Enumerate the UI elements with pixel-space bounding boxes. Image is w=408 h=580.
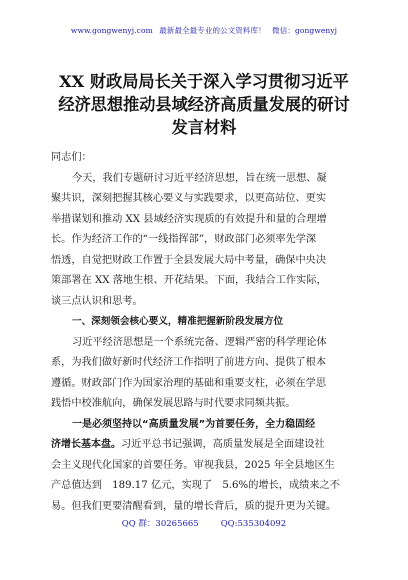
intro-line: 长。作为经济工作的“一线指挥部”，财政部门必须率先学深 bbox=[51, 234, 317, 245]
title-line: 发言材料 bbox=[171, 118, 237, 137]
point-one-line: 产总值达到 189.17 亿元，实现了 5.6%的增长，成绩来之不 bbox=[51, 480, 340, 491]
intro-line: 今天，我们专题研讨习近平经济思想，旨在统一思想、凝 bbox=[72, 172, 327, 184]
page-footer bbox=[0, 517, 408, 529]
intro-line: 谈三点认识和思考。 bbox=[51, 295, 143, 307]
intro-line: 策部署在 XX 落地生根、开花结果。下面，我结合工作实际， bbox=[51, 275, 327, 286]
intro-line: 悟透，自觉把财政工作置于全县发展大局中考量，确保中央决 bbox=[51, 254, 327, 266]
section-line: 遵循。财政部门作为国家治理的基础和重要支柱，必须在学思 bbox=[51, 377, 327, 389]
section-line: 践悟中校准航向，确保发展思路与时代要求同频共振。 bbox=[51, 398, 296, 409]
title-line: XX 财政局局长关于深入学习贯彻习近平 bbox=[59, 72, 349, 91]
footer-qq-group: QQ 群：30265665 bbox=[121, 519, 199, 529]
point-one-lead-end: 济增长基本盘。 bbox=[51, 439, 121, 450]
point-one-lead: 一是必须坚持以“高质量发展”为首要任务，全力稳固经 bbox=[72, 418, 316, 430]
header-tagline: 最新最全最专业的公文资料库！ bbox=[159, 26, 266, 35]
title-line: 经济思想推动县域经济高质量发展的研讨 bbox=[58, 95, 350, 114]
header-wechat: 微信：gongwenyj bbox=[272, 26, 338, 35]
document-body bbox=[51, 148, 363, 517]
document-title bbox=[40, 70, 368, 139]
page-header bbox=[0, 25, 408, 36]
point-one-line: 会主义现代化国家的首要任务。审视我县，2025 年全县地区生 bbox=[51, 459, 335, 471]
section-line: 系，为我们做好新时代经济工作指明了前进方向、提供了根本 bbox=[51, 357, 327, 368]
footer-qq: QQ:535304092 bbox=[220, 519, 287, 529]
section-heading: 一、深刻领会核心要义，精准把握新阶段发展方位 bbox=[72, 316, 284, 327]
point-one-line: 易。但我们更要清醒看到，量的增长背后，质的提升更为关键。 bbox=[51, 500, 337, 512]
intro-line: 举措谋划和推动 XX 县域经济实现质的有效提升和量的合理增 bbox=[51, 213, 327, 225]
greeting: 同志们： bbox=[51, 152, 92, 163]
header-url[interactable]: www.gongwenyj.com bbox=[70, 26, 153, 35]
point-one-line bbox=[51, 435, 363, 456]
section-line: 习近平经济思想是一个系统完备、逻辑严密的科学理论体 bbox=[72, 336, 327, 348]
intro-line: 聚共识，深刻把握其核心要义与实践要求，以更高站位、更实 bbox=[51, 193, 327, 204]
point-one-text: 习近平总书记强调，高质量发展是全面建设社 bbox=[121, 439, 325, 450]
